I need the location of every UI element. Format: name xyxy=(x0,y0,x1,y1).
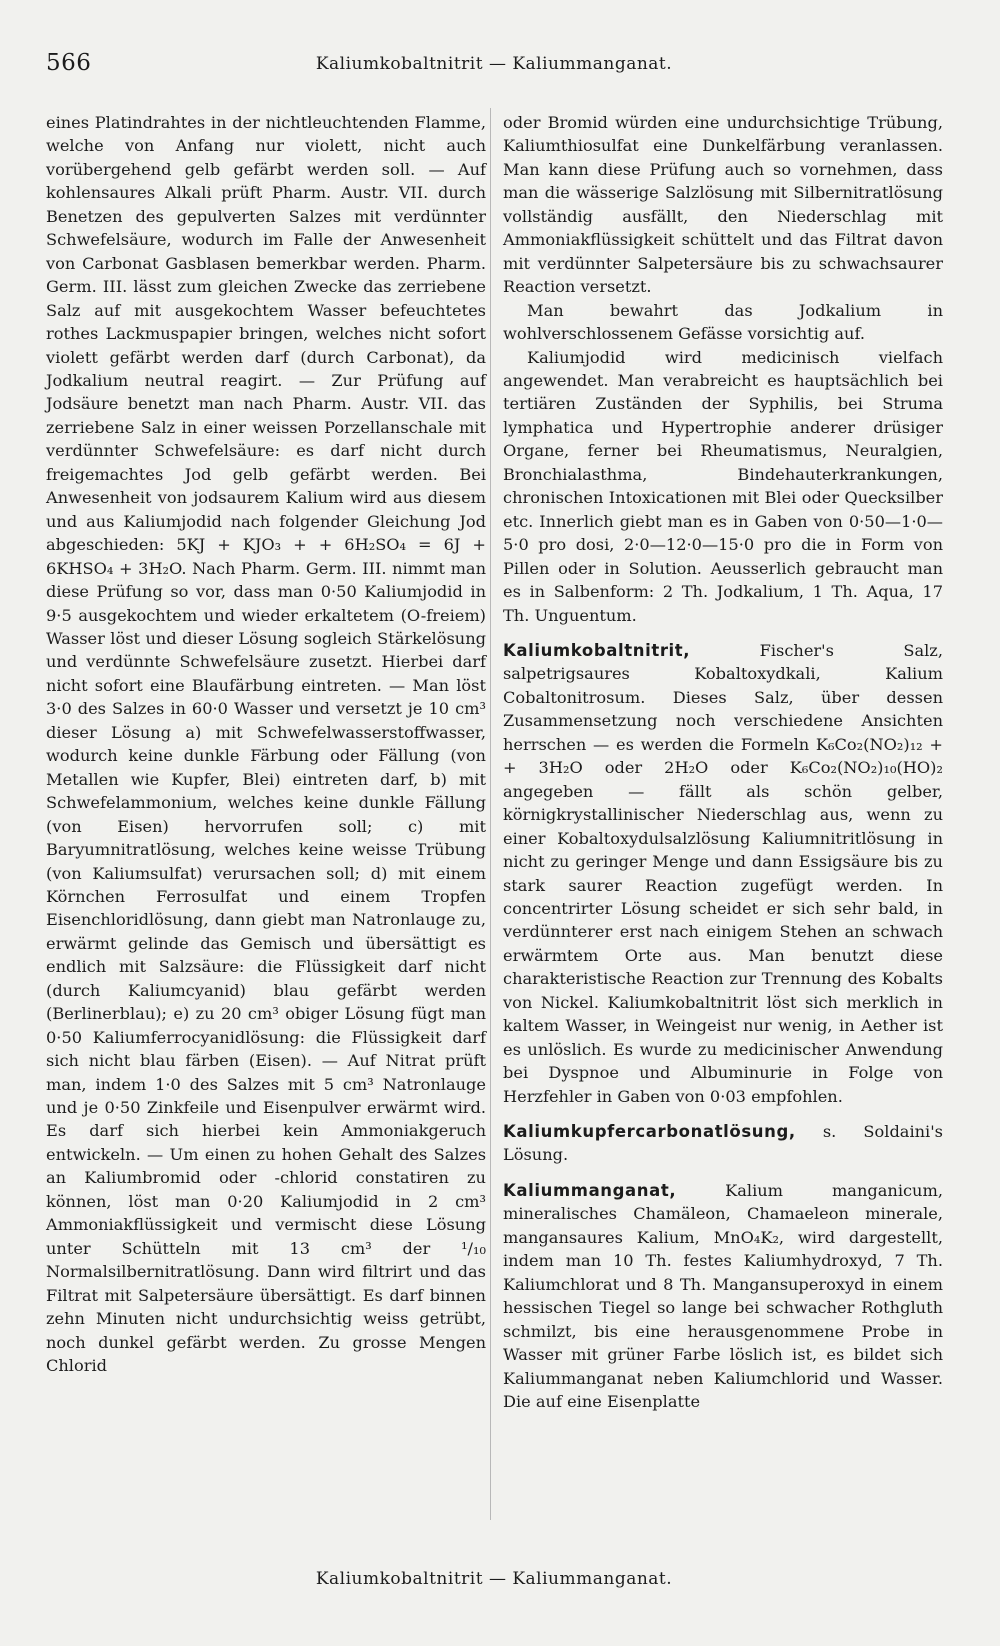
right-column-paragraph-1: oder Bromid würden eine undurchsichtige Trübung, Kaliumthiosulfat eine Dunkelfärbung veranlassen. Man kann diese Prüfung auch so vornehmen, dass man die wässerige Salzlösung mit Silbernitratlösung vollständig ausfällt, den Niederschlag mit Ammoniakflüssigkeit schüttelt und das Filtrat davon mit verdünnter Salpetersäure bis zu schwachsaurer Reaction versetzt. xyxy=(503,113,943,297)
column-divider xyxy=(490,108,491,1520)
right-column xyxy=(503,111,943,1413)
right-column-paragraph-2: Man bewahrt das Jodkalium in wohlverschlossenem Gefässe vorsichtig auf. xyxy=(503,300,943,344)
entry-lemma: Kaliumkupfercarbonatlösung, xyxy=(503,1122,796,1142)
page-number: 566 xyxy=(46,50,92,76)
entry-lemma: Kaliummanganat, xyxy=(503,1180,677,1200)
entry-body: Fischer's Salz, salpetrigsaures Kobaltoxydkali, Kalium Cobaltonitrosum. Dieses Salz, über dessen Zusammensetzung noch verschiedene Ansichten herrschen — es werden die Formeln K₆Co₂(NO₂)₁₂ + + 3H₂O oder 2H₂O oder K₆Co₂(NO₂)₁₀(HO)₂ angegeben — fällt als schön gelber, körnigkrystallinischer Niederschlag aus, wenn zu einer Kobaltoxydulsalzlösung Kaliumnitritlösung in nicht zu geringer Menge und dann Essigsäure bis zu stark saurer Reaction zugefügt werden. In concentrirter Lösung scheidet er sich sehr bald, in verdünnterer erst nach einigem Stehen an schwach erwärmtem Orte aus. Man benutzt diese charakteristische Reaction zur Trennung des Kobalts von Nickel. Kaliumkobaltnitrit löst sich merklich in kaltem Wasser, in Weingeist nur wenig, in Aether ist es unlöslich. Es wurde zu medicinischer Anwendung bei Dyspnoe und Albuminurie in Folge von Herzfehler in Gaben von 0·03 empfohlen. xyxy=(503,640,943,1106)
entry-kaliumkobaltnitrit xyxy=(503,639,943,1108)
page-header xyxy=(46,50,942,80)
left-column xyxy=(46,111,486,1377)
entry-body: s. Soldaini's Lösung. xyxy=(503,1122,943,1165)
entry-kaliummanganat xyxy=(503,1179,943,1414)
entry-lemma: Kaliumkobaltnitrit, xyxy=(503,640,691,660)
entry-body: Kalium manganicum, mineralisches Chamäleon, Chamaeleon minerale, mangansaures Kalium, MnO₄K₂, wird dargestellt, indem man 10 Th. festes Kaliumhydroxyd, 7 Th. Kaliumchlorat und 8 Th. Mangansuperoxyd in einem hessischen Tiegel so lange bei schwacher Rothgluth schmilzt, bis eine herausgenommene Probe in Wasser mit grüner Farbe löslich ist, es bildet sich Kaliummanganat neben Kaliumchlorid und Wasser. Die auf eine Eisenplatte xyxy=(503,1180,943,1412)
entry-kaliumkupfercarbonatloesung xyxy=(503,1120,943,1167)
right-column-paragraph-3: Kaliumjodid wird medicinisch vielfach angewendet. Man verabreicht es hauptsächlich bei tertiären Zuständen der Syphilis, bei Struma lymphatica und Hypertrophie anderer drüsiger Organe, ferner bei Rheumatismus, Neuralgien, Bronchialasthma, Bindehauterkrankungen, chronischen Intoxicationen mit Blei oder Quecksilber etc. Innerlich giebt man es in Gaben von 0·50—1·0—5·0 pro dosi, 2·0—12·0—15·0 pro die in Form von Pillen oder in Solution. Aeusserlich gebraucht man es in Salbenform: 2 Th. Jodkalium, 1 Th. Aqua, 17 Th. Unguentum. xyxy=(503,347,943,625)
running-head: Kaliumkobaltnitrit — Kaliummanganat. xyxy=(315,54,673,74)
running-foot: Kaliumkobaltnitrit — Kaliummanganat. xyxy=(315,1569,673,1589)
left-column-paragraph: eines Platindrahtes in der nichtleuchtenden Flamme, welche von Anfang nur violett, nicht auch vorübergehend gelb gefärbt werden soll. — Auf kohlensaures Alkali prüft Pharm. Austr. VII. durch Benetzen des gepulverten Salzes mit verdünnter Schwefelsäure, wodurch im Falle der Anwesenheit von Carbonat Gasblasen bemerkbar werden. Pharm. Germ. III. lässt zum gleichen Zwecke das zerriebene Salz auf mit ausgekochtem Wasser befeuchtetes rothes Lackmuspapier bringen, welches nicht sofort violett gefärbt werden darf (durch Carbonat), da Jodkalium neutral reagirt. — Zur Prüfung auf Jodsäure benetzt man nach Pharm. Austr. VII. das zerriebene Salz in einer weissen Porzellanschale mit verdünnter Schwefelsäure: es darf nicht durch freigemachtes Jod gelb gefärbt werden. Bei Anwesenheit von jodsaurem Kalium wird aus diesem und aus Kaliumjodid nach folgender Gleichung Jod abgeschieden: 5KJ + KJO₃ + + 6H₂SO₄ = 6J + 6KHSO₄ + 3H₂O. Nach Pharm. Germ. III. nimmt man diese Prüfung so vor, dass man 0·50 Kaliumjodid in 9·5 ausgekochtem und wieder erkaltetem (O-freiem) Wasser löst und dieser Lösung sogleich Stärkelösung und verdünnte Schwefelsäure zusetzt. Hierbei darf nicht sofort eine Blaufärbung eintreten. — Man löst 3·0 des Salzes in 60·0 Wasser und versetzt je 10 cm³ dieser Lösung a) mit Schwefelwasserstoffwasser, wodurch keine dunkle Färbung oder Fällung (von Metallen wie Kupfer, Blei) eintreten darf, b) mit Schwefelammonium, welches keine dunkle Fällung (von Eisen) hervorrufen soll; c) mit Baryumnitratlösung, welches keine weisse Trübung (von Kaliumsulfat) verursachen soll; d) mit einem Körnchen Ferrosulfat und einem Tropfen Eisenchloridlösung, dann giebt man Natronlauge zu, erwärmt gelinde das Gemisch und übersättigt es endlich mit Salzsäure: die Flüssigkeit darf nicht (durch Kaliumcyanid) blau gefärbt werden (Berlinerblau); e) zu 20 cm³ obiger Lösung fügt man 0·50 Kaliumferrocyanidlösung: die Flüssigkeit darf sich nicht blau färben (Eisen). — Auf Nitrat prüft man, indem 1·0 des Salzes mit 5 cm³ Natronlauge und je 0·50 Zinkfeile und Eisenpulver erwärmt wird. Es darf sich hierbei kein Ammoniakgeruch entwickeln. — Um einen zu hohen Gehalt des Salzes an Kaliumbromid oder -chlorid constatiren zu können, löst man 0·20 Kaliumjodid in 2 cm³ Ammoniakflüssigkeit und vermischt diese Lösung unter Schütteln mit 13 cm³ der ¹/₁₀ Normalsilbernitratlösung. Dann wird filtrirt und das Filtrat mit Salpetersäure übersättigt. Es darf binnen zehn Minuten nicht undurchsichtig weiss getrübt, noch dunkel gefärbt werden. Zu grosse Mengen Chlorid xyxy=(46,113,486,1376)
